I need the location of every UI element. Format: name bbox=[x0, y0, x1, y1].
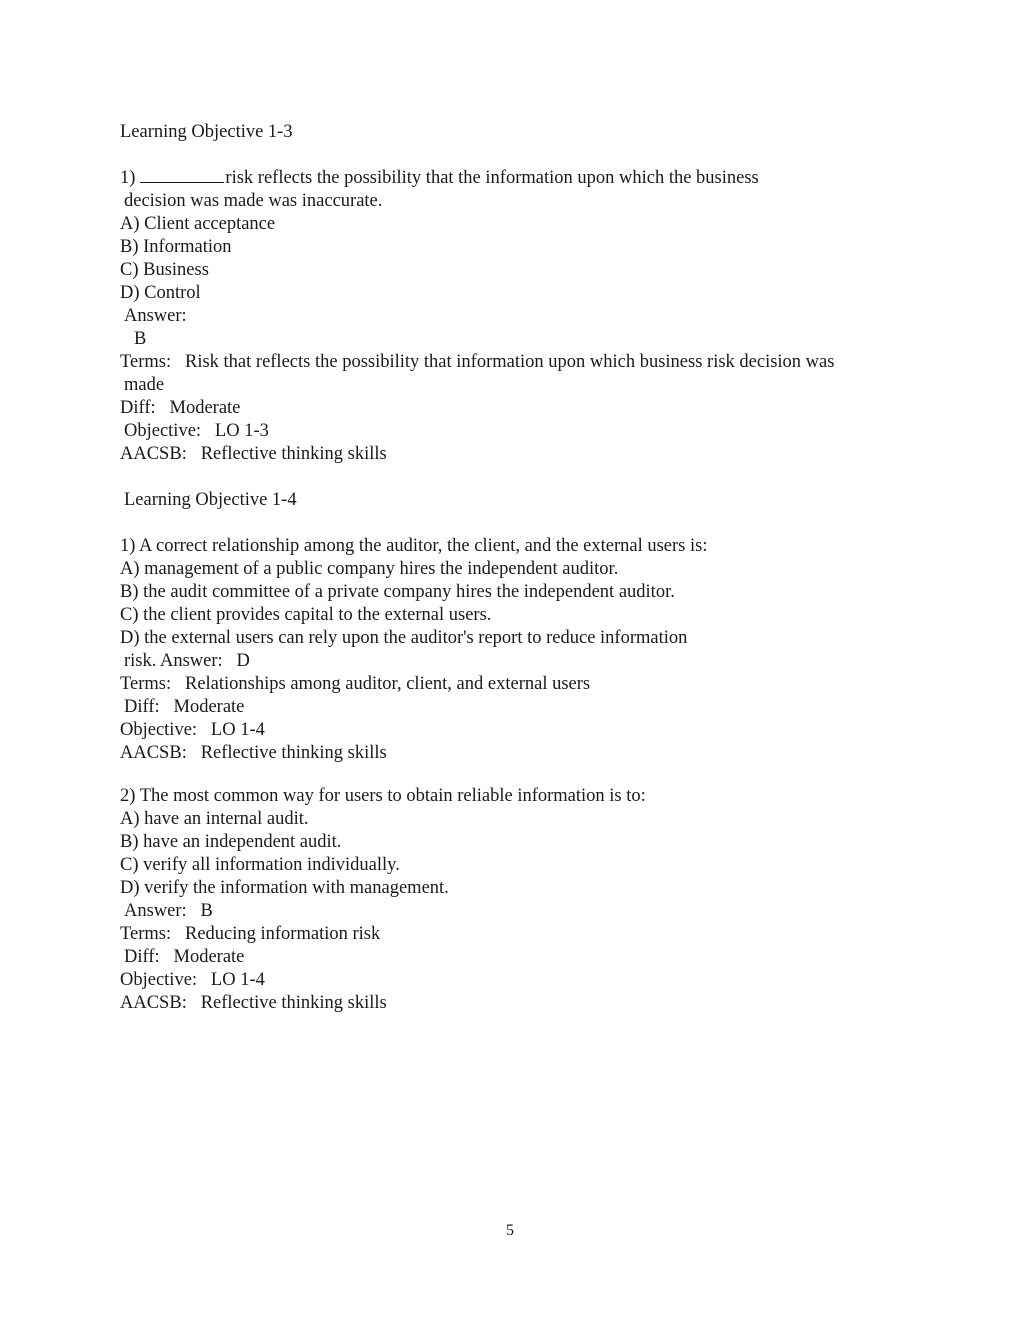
option-d-continued-answer: risk. Answer: D bbox=[124, 651, 250, 671]
aacsb: AACSB: Reflective thinking skills bbox=[120, 444, 387, 464]
terms: Terms: Relationships among auditor, client, and external users bbox=[120, 674, 591, 694]
option-d: D) verify the information with management. bbox=[120, 878, 449, 898]
option-a: A) management of a public company hires the independent auditor. bbox=[120, 559, 619, 579]
option-a: A) Client acceptance bbox=[120, 214, 276, 234]
question-stem: 2) The most common way for users to obtain reliable information is to: bbox=[120, 786, 646, 806]
question-number: 1) bbox=[120, 168, 136, 188]
objective: Objective: LO 1-4 bbox=[120, 720, 265, 740]
option-b: B) the audit committee of a private company hires the independent auditor. bbox=[120, 582, 675, 602]
section-heading-lo-1-4: Learning Objective 1-4 bbox=[124, 490, 297, 510]
page-number: 5 bbox=[506, 1222, 514, 1239]
option-d: D) Control bbox=[120, 283, 201, 303]
question-stem-continued: decision was made was inaccurate. bbox=[124, 191, 383, 211]
objective: Objective: LO 1-3 bbox=[124, 421, 269, 441]
answer: Answer: B bbox=[124, 901, 213, 921]
aacsb: AACSB: Reflective thinking skills bbox=[120, 993, 387, 1013]
option-c: C) Business bbox=[120, 260, 209, 280]
answer-label: Answer: bbox=[124, 306, 187, 326]
section-heading-lo-1-3: Learning Objective 1-3 bbox=[120, 122, 293, 142]
option-b: B) have an independent audit. bbox=[120, 832, 342, 852]
option-a: A) have an internal audit. bbox=[120, 809, 309, 829]
difficulty: Diff: Moderate bbox=[124, 947, 245, 967]
fill-in-blank bbox=[140, 167, 224, 183]
objective: Objective: LO 1-4 bbox=[120, 970, 265, 990]
option-d: D) the external users can rely upon the auditor's report to reduce information bbox=[120, 628, 688, 648]
question-stem-text: risk reflects the possibility that the information upon which the business bbox=[225, 168, 759, 188]
question-stem: 1) A correct relationship among the auditor, the client, and the external users is: bbox=[120, 536, 708, 556]
terms: Terms: Reducing information risk bbox=[120, 924, 381, 944]
option-c: C) verify all information individually. bbox=[120, 855, 400, 875]
option-c: C) the client provides capital to the external users. bbox=[120, 605, 492, 625]
answer-value: B bbox=[134, 329, 147, 349]
aacsb: AACSB: Reflective thinking skills bbox=[120, 743, 387, 763]
question-stem bbox=[120, 167, 759, 190]
difficulty: Diff: Moderate bbox=[124, 697, 245, 717]
terms-continued: made bbox=[124, 375, 165, 395]
terms: Terms: Risk that reflects the possibility that information upon which business risk decision was bbox=[120, 352, 835, 372]
difficulty: Diff: Moderate bbox=[120, 398, 241, 418]
option-b: B) Information bbox=[120, 237, 232, 257]
